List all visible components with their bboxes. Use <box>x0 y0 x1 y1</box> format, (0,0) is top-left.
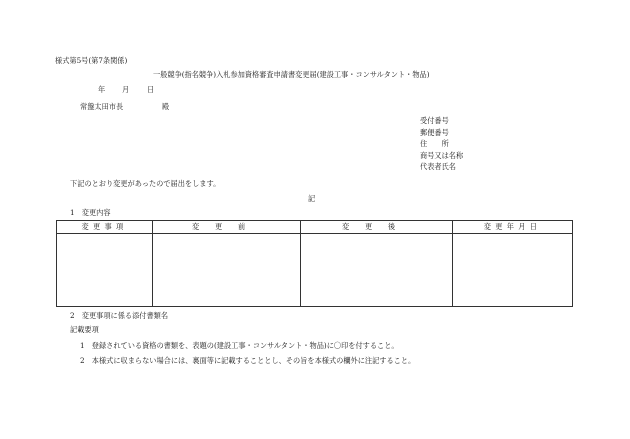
changes-table-header-row <box>57 221 573 234</box>
cell-before-change[interactable] <box>153 234 301 307</box>
header-after-change: 変更後 <box>301 221 453 234</box>
applicant-field-reception-number: 受付番号 <box>420 116 449 125</box>
notes-heading: 記載要項 <box>70 325 99 334</box>
cell-change-item[interactable] <box>57 234 153 307</box>
section-2-heading: 2 変更事項に係る添付書類名 <box>70 311 169 320</box>
cell-after-change[interactable] <box>301 234 453 307</box>
note-item-2: 2 本様式に収まらない場合には、裏面等に記載することとし、その旨を本様式の欄外に注記すること。 <box>80 356 416 365</box>
changes-table <box>56 220 573 307</box>
date-month-label: 月 <box>122 85 130 94</box>
date-year-label: 年 <box>98 85 106 94</box>
applicant-fields <box>420 117 463 175</box>
form-number: 様式第5号(第7条関係) <box>55 56 128 65</box>
addressee-name: 常盤太田市長 <box>80 102 124 111</box>
note-item-1: 1 登録されている資格の書類を、表題の(建設工事・コンサルタント・物品)に〇印を付すること。 <box>80 341 399 350</box>
intro-text: 下記のとおり変更があったので届出をします。 <box>70 179 221 188</box>
header-before-change: 変更前 <box>153 221 301 234</box>
document-title: 一般競争(指名競争)入札参加資格審査申請書変更届(建設工事・コンサルタント・物品) <box>153 70 430 79</box>
applicant-field-postal-code: 郵便番号 <box>420 127 449 137</box>
date-day-label: 日 <box>147 85 155 94</box>
applicant-field-company-name: 商号又は名称 <box>420 150 464 160</box>
cell-change-date[interactable] <box>453 234 573 307</box>
changes-table-body-row <box>57 234 573 307</box>
section-1-heading: 1 変更内容 <box>70 208 111 217</box>
header-change-date: 変更年月日 <box>453 221 573 234</box>
addressee-honorific: 殿 <box>162 102 170 111</box>
applicant-field-address: 住 所 <box>420 139 449 149</box>
ki-marker: 記 <box>308 194 316 203</box>
applicant-field-representative: 代表者氏名 <box>420 162 456 172</box>
header-change-item: 変更事項 <box>57 221 153 234</box>
